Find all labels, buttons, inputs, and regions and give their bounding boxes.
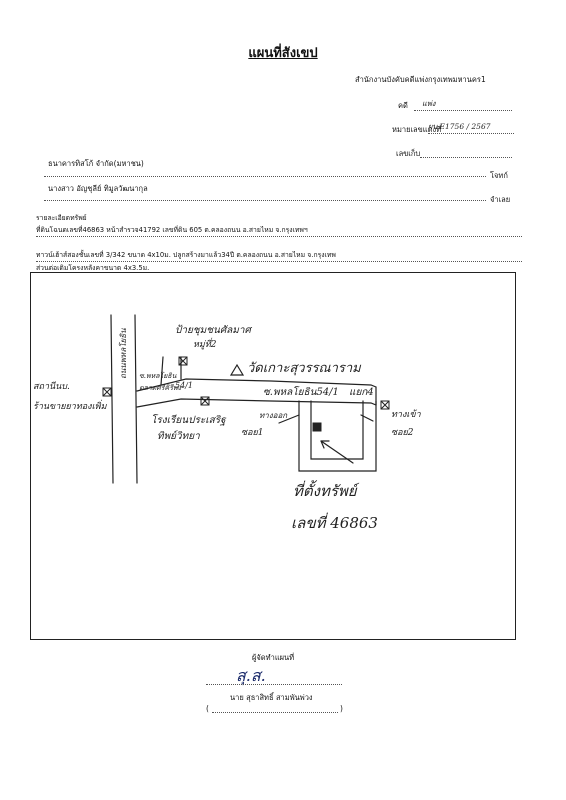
defendant-name: นางสาว อัญชุลีย์ ทิมูลวัฒนากุล (48, 184, 148, 193)
label-sign: ป้ายชุมชนศัลมาศ (175, 325, 251, 336)
label-soi-side: แยก4 (349, 387, 374, 398)
red-number-label: หมายเลขแดงที่ (392, 125, 442, 134)
main-road-right-edge (135, 315, 137, 483)
defendant-role: จำเลย (490, 195, 511, 204)
label-market: ตลาดศรีคิรีพง (139, 384, 181, 392)
case-label: คดี (398, 101, 408, 110)
storage-number-dotted-line (420, 157, 512, 158)
storage-number-label: เลขเก็บ (396, 149, 421, 158)
label-road-main: ถนนพหลโยธิน (119, 328, 128, 379)
label-soi-main: ซ.พหลโยธิน54/1 (263, 387, 339, 398)
pointer-arrow (321, 441, 353, 463)
property-dotted-1 (36, 236, 522, 237)
red-number-value: ผบ.E1756 / 2567 (428, 122, 491, 131)
label-soi-left: ซ.พหลโยธิน (139, 372, 177, 380)
label-soi-1: ซอย1 (241, 428, 264, 438)
property-heading: รายละเอียดทรัพย์ (36, 214, 87, 222)
case-dotted-line (414, 110, 512, 111)
page-title: แผนที่สังเขป (248, 46, 318, 61)
property-line-2: ทาวน์เฮ้าส์สองชั้นเลขที่ 3/342 ขนาด 4x10ม. ปลูกสร้างมาแล้ว34ปี ต.คลองถนน อ.สายไหม จ.กรุงเทพ (36, 251, 336, 259)
red-number-dotted-line (428, 133, 514, 134)
case-value: แพ่ง (422, 99, 436, 108)
label-village: หมู่ที่2 (193, 340, 217, 350)
paren-close: ) (340, 704, 343, 713)
map-maker-label: ผู้จัดทำแผนที่ (252, 653, 295, 662)
plaintiff-name: ธนาคารทิสโก้ จำกัด(มหาชน) (48, 159, 144, 168)
label-temple: วัดเกาะสุวรรณาราม (247, 361, 361, 376)
label-deed: เลขที่ 46863 (291, 514, 378, 532)
label-pharmacy: ร้านขายยาทองเพิ่ม (33, 402, 107, 412)
label-exit: ทางออก (259, 411, 288, 420)
label-school-1: โรงเรียนประเสริฐ (151, 415, 226, 426)
paren-open: ( (206, 704, 209, 713)
plaintiff-dotted-line (44, 176, 486, 177)
main-road-left-edge (111, 315, 113, 483)
office-name: สำนักงานบังคับคดีแพ่งกรุงเทพมหานคร1 (355, 75, 486, 84)
label-soi-2: ซอย2 (391, 428, 414, 438)
paren-dotted-line (212, 712, 338, 713)
map-frame (30, 272, 516, 640)
soi-bottom-edge (137, 399, 376, 407)
signer-name: นาย สุธาสิทธิ์ สามพันพ่วง (230, 693, 313, 702)
signature: สุ.ส. (236, 666, 266, 685)
property-line-1: ที่ดินโฉนดเลขที่46863 หน้าสำรวจ41792 เลขที่ดิน 605 ต.คลองถนน อ.สายไหม จ.กรุงเทพฯ (36, 226, 308, 234)
marker-property (313, 423, 321, 431)
signature-line (206, 684, 342, 685)
plaintiff-role: โจทก์ (490, 171, 508, 180)
sketch-map (31, 273, 517, 641)
property-line-3: ส่วนต่อเติมโครงหลังคาขนาด 4x3.5ม. (36, 264, 150, 272)
label-school-2: ทิพย์วิทยา (157, 431, 200, 442)
label-junction: 54/1 (175, 381, 193, 390)
defendant-dotted-line (44, 200, 486, 201)
label-location: ที่ตั้งทรัพย์ (293, 482, 357, 500)
temple-triangle (231, 365, 243, 375)
label-entry: ทางเข้า (391, 410, 421, 420)
label-station: สถานีนบ. (33, 382, 70, 392)
